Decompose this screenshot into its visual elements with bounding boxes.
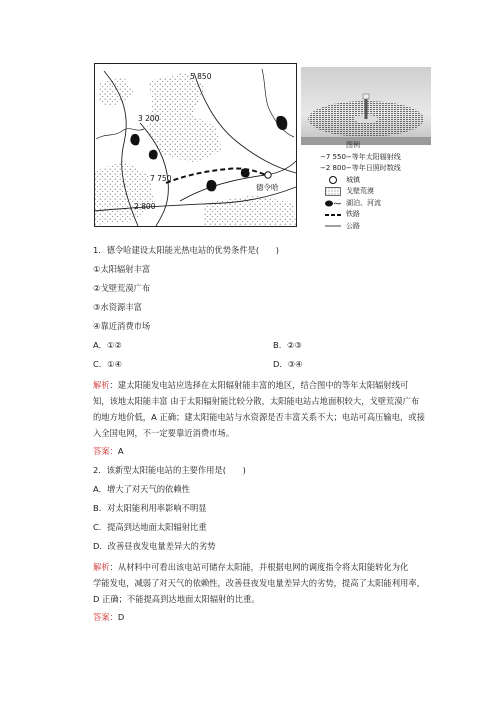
q2-option-c: C．提高到达地面太阳辐射比重: [93, 522, 207, 532]
legend-code: −2 800−: [320, 164, 352, 172]
legend-item-town: [320, 175, 450, 187]
legend-item-sunshine-line: [320, 163, 450, 175]
town-icon: [320, 175, 346, 185]
q1-item: ③水资源丰富: [93, 302, 142, 312]
town-marker: [265, 172, 271, 178]
explanation-line: ：建太阳能发电站应选择在太阳辐射能丰富的地区，结合图中的等年太阳辐射线可: [109, 380, 409, 390]
lake: [130, 134, 139, 145]
region-map: [94, 63, 297, 227]
legend-item-highway: [320, 221, 450, 233]
legend-label: 湖泊、河流: [346, 198, 381, 207]
legend-label: 公路: [346, 221, 360, 230]
legend-item-railway: [320, 209, 450, 221]
legend-label: 等年日照时数线: [351, 164, 401, 172]
explanation-label: 解析: [93, 562, 110, 572]
explanation-line: ：从材料中可看出该电站可储存太阳能，并根据电网的调度指令将太阳能转化为化: [109, 562, 409, 572]
isoline-label-5850: 5 850: [190, 72, 212, 81]
q1-option-d: D．③④: [273, 359, 303, 369]
q2-option-a: A．增大了对天气的依赖性: [93, 484, 190, 494]
q1-option-b: B．②③: [273, 340, 302, 350]
legend-item-gobi: [320, 186, 450, 198]
answer-label: 答案：: [93, 612, 118, 622]
explanation-line: 知，该地太阳能丰富 由于太阳辐射能比较分散，太阳能电站占地面积较大，戈壁荒漠广布: [93, 396, 420, 406]
answer-label: 答案：: [93, 446, 118, 456]
q2-explanation: [93, 559, 425, 607]
q1-option-a: A．①②: [93, 340, 122, 350]
desert-stipple-icon: [320, 187, 346, 196]
q2-answer: [93, 611, 124, 623]
answer-value: A: [117, 446, 124, 456]
lake-icon: [320, 199, 346, 208]
q1-explanation: [93, 377, 425, 441]
isoline-label-2800: 2 800: [134, 202, 156, 211]
isoline-label-7750: 7 750: [150, 174, 172, 183]
legend-item-radiation-line: [320, 152, 450, 164]
map-legend: [320, 140, 450, 232]
q1-item: ②戈壁荒漠广布: [93, 283, 151, 293]
q1-item: ④靠近消费市场: [93, 321, 151, 331]
isoline-label-3200: 3 200: [138, 114, 160, 123]
legend-label: 城镇: [346, 175, 360, 184]
railway-icon: [320, 212, 346, 218]
solar-plant-photo: [301, 67, 431, 145]
explanation-line: 学能发电，减弱了对天气的依赖性，改善昼夜发电量差异大的劣势，提高了太阳能利用率，: [93, 578, 425, 588]
legend-item-lake-river: [320, 198, 450, 210]
legend-code: −7 550−: [320, 152, 352, 161]
q1-stem: 1．德令哈建设太阳能光热电站的优势条件是( ): [93, 245, 279, 255]
legend-label: 等年太阳辐射线: [351, 152, 401, 161]
legend-title: 图例: [346, 141, 360, 149]
town-label: 德令哈: [256, 183, 279, 192]
q2-stem: 2．该新型太阳能电站的主要作用是( ): [93, 465, 246, 475]
legend-label: 戈壁荒漠: [346, 187, 374, 195]
q1-option-c: C．①④: [93, 359, 122, 369]
lake: [149, 150, 158, 160]
q2-option-d: D．改善昼夜发电量差异大的劣势: [93, 541, 216, 551]
explanation-line: D 正确；不能提高到达地面太阳辐射的比重。: [93, 594, 260, 604]
explanation-line: 入全国电网，不一定要靠近消费市场。: [93, 428, 235, 438]
q2-option-b: B．对太阳能利用率影响不明显: [93, 503, 207, 513]
explanation-line: 的地方地价低，A 正确；建太阳能电站与水资源是否丰富关系不大；电站可高压输电，或接: [93, 412, 425, 422]
q1-item: ①太阳辐射丰富: [93, 264, 151, 274]
explanation-label: 解析: [93, 380, 110, 390]
highway-icon: [320, 223, 346, 229]
q1-answer: [93, 445, 124, 457]
answer-value: D: [117, 612, 125, 622]
legend-label: 铁路: [346, 210, 360, 218]
